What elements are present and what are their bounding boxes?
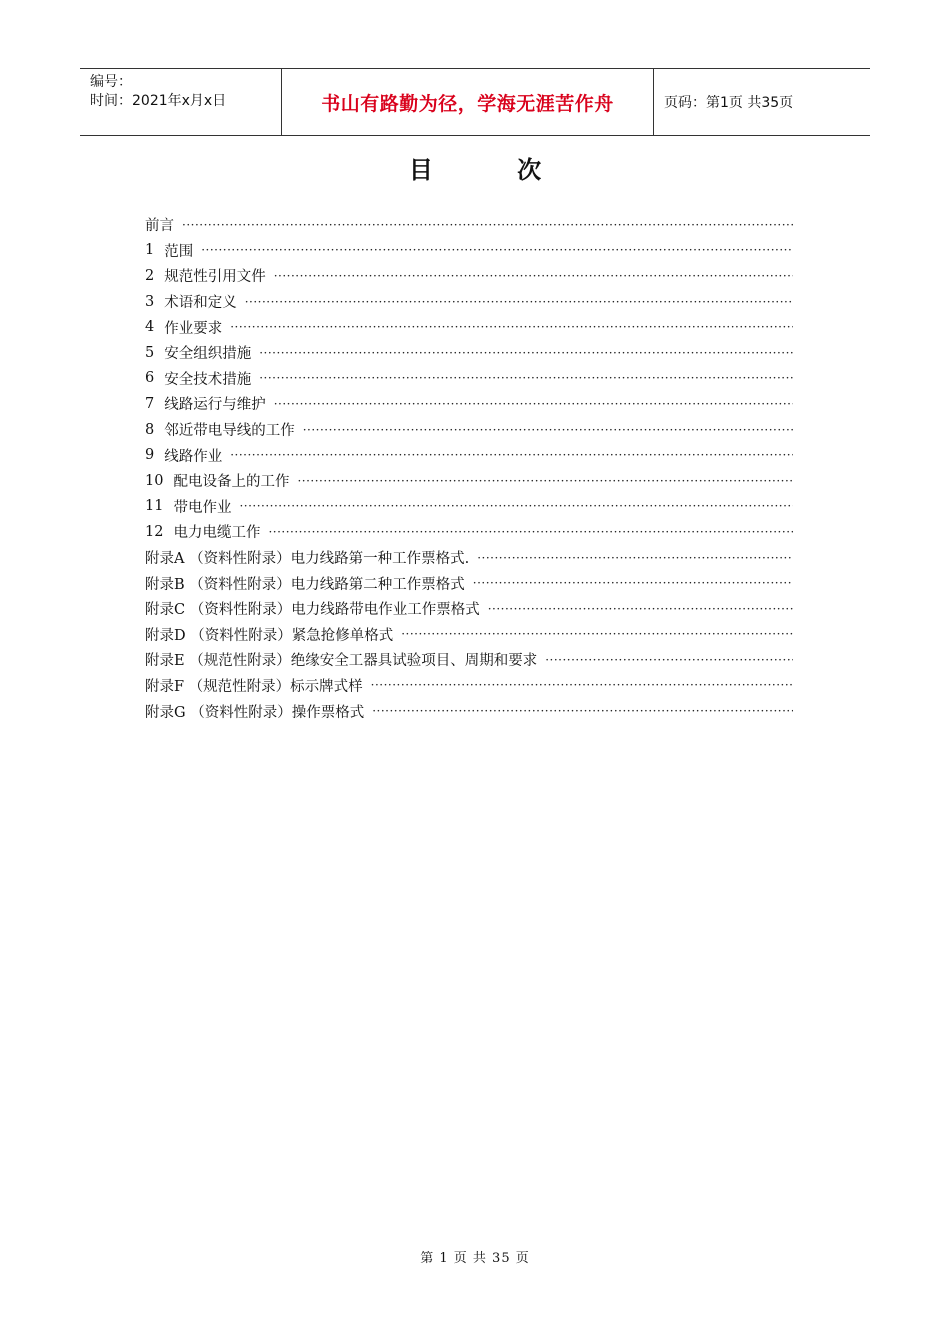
motto-text: 书山有路勤为径，学海无涯苦作舟 bbox=[321, 92, 614, 115]
toc-entry-number: 1 bbox=[145, 242, 155, 259]
toc-entry-label: 安全组织措施 bbox=[164, 346, 252, 363]
toc-entry-number: 4 bbox=[145, 319, 155, 336]
toc-entry-label: 附录F （规范性附录）标示牌式样 bbox=[145, 678, 363, 695]
toc-entry[interactable] bbox=[145, 238, 793, 264]
toc-entry-label: 范围 bbox=[164, 243, 194, 260]
toc-entry[interactable] bbox=[145, 263, 793, 289]
toc-dot-leader bbox=[488, 602, 793, 616]
toc-entry-label: 附录G （资料性附录）操作票格式 bbox=[145, 704, 365, 721]
toc-entry[interactable] bbox=[145, 391, 793, 417]
toc-entry-number: 5 bbox=[145, 344, 155, 361]
toc-entry[interactable] bbox=[145, 673, 793, 699]
toc-entry-number: 11 bbox=[145, 498, 164, 515]
header-meta bbox=[80, 69, 281, 135]
toc-entry-number: 8 bbox=[145, 421, 155, 438]
toc-dot-leader bbox=[545, 653, 793, 667]
toc-entry[interactable] bbox=[145, 596, 793, 622]
toc-entry-number: 6 bbox=[145, 370, 155, 387]
toc-entry[interactable] bbox=[145, 519, 793, 545]
toc-dot-leader bbox=[201, 243, 793, 257]
toc-dot-leader bbox=[297, 474, 793, 488]
toc-entry[interactable] bbox=[145, 545, 793, 571]
toc-entry-label: 附录A （资料性附录）电力线路第一种工作票格式. bbox=[145, 551, 470, 568]
toc-entry-number: 10 bbox=[145, 472, 164, 489]
toc-entry-label: 配电设备上的工作 bbox=[173, 474, 290, 491]
toc-entry[interactable] bbox=[145, 622, 793, 648]
toc-entry-label: 规范性引用文件 bbox=[164, 269, 266, 286]
toc-entry-label: 前言 bbox=[145, 218, 174, 235]
toc-dot-leader bbox=[239, 499, 793, 513]
toc-entry-number: 7 bbox=[145, 395, 155, 412]
toc-dot-leader bbox=[274, 397, 793, 411]
toc-list bbox=[145, 212, 793, 724]
page-footer: 第 1 页 共 35 页 bbox=[420, 1251, 530, 1266]
toc-dot-leader bbox=[372, 704, 793, 718]
toc-entry[interactable] bbox=[145, 647, 793, 673]
toc-dot-leader bbox=[303, 423, 793, 437]
toc-dot-leader bbox=[230, 448, 793, 462]
toc-dot-leader bbox=[477, 551, 793, 565]
toc-entry[interactable] bbox=[145, 468, 793, 494]
toc-entry-label: 线路作业 bbox=[164, 448, 223, 465]
toc-dot-leader bbox=[274, 269, 793, 283]
toc-dot-leader bbox=[371, 678, 793, 692]
toc-entry[interactable] bbox=[145, 442, 793, 468]
toc-entry-label: 附录D （资料性附录）紧急抢修单格式 bbox=[145, 627, 394, 644]
toc-entry[interactable] bbox=[145, 698, 793, 724]
toc-entry[interactable] bbox=[145, 340, 793, 366]
toc-entry[interactable] bbox=[145, 417, 793, 443]
toc-entry-number: 12 bbox=[145, 523, 164, 540]
toc-entry-label: 带电作业 bbox=[173, 499, 232, 516]
toc-entry-label: 电力电缆工作 bbox=[173, 525, 261, 542]
toc-dot-leader bbox=[401, 627, 793, 641]
toc-entry-number: 2 bbox=[145, 267, 155, 284]
toc-dot-leader bbox=[245, 295, 793, 309]
toc-entry[interactable] bbox=[145, 570, 793, 596]
toc-entry[interactable] bbox=[145, 314, 793, 340]
toc-dot-leader bbox=[259, 346, 793, 360]
toc-entry-label: 附录E （规范性附录）绝缘安全工器具试验项目、周期和要求 bbox=[145, 653, 538, 670]
toc-entry-label: 术语和定义 bbox=[164, 295, 237, 312]
toc-entry-number: 9 bbox=[145, 447, 155, 464]
page-header bbox=[80, 68, 870, 136]
serial-label: 编号： bbox=[90, 74, 132, 90]
toc-dot-leader bbox=[182, 218, 793, 232]
toc-entry[interactable] bbox=[145, 494, 793, 520]
page-info-text: 页码：第1页 共35页 bbox=[664, 95, 794, 111]
toc-entry-label: 线路运行与维护 bbox=[164, 397, 266, 414]
toc-entry[interactable] bbox=[145, 289, 793, 315]
toc-entry-label: 邻近带电导线的工作 bbox=[164, 423, 295, 440]
date-label: 时间：2021年x月x日 bbox=[90, 93, 227, 109]
toc-dot-leader bbox=[230, 320, 793, 334]
toc-entry-label: 安全技术措施 bbox=[164, 371, 252, 388]
toc-dot-leader bbox=[259, 371, 793, 385]
toc-entry-label: 作业要求 bbox=[164, 320, 223, 337]
toc-entry-number: 3 bbox=[145, 293, 155, 310]
toc-entry[interactable] bbox=[145, 212, 793, 238]
toc-entry[interactable] bbox=[145, 366, 793, 392]
header-motto-cell bbox=[281, 69, 654, 135]
toc-dot-leader bbox=[268, 525, 793, 539]
toc-title: 目 次 bbox=[408, 156, 580, 184]
toc-entry-label: 附录B （资料性附录）电力线路第二种工作票格式 bbox=[145, 576, 465, 593]
toc-entry-label: 附录C （资料性附录）电力线路带电作业工作票格式 bbox=[145, 602, 480, 619]
toc-dot-leader bbox=[473, 576, 793, 590]
header-page-info bbox=[654, 69, 870, 135]
